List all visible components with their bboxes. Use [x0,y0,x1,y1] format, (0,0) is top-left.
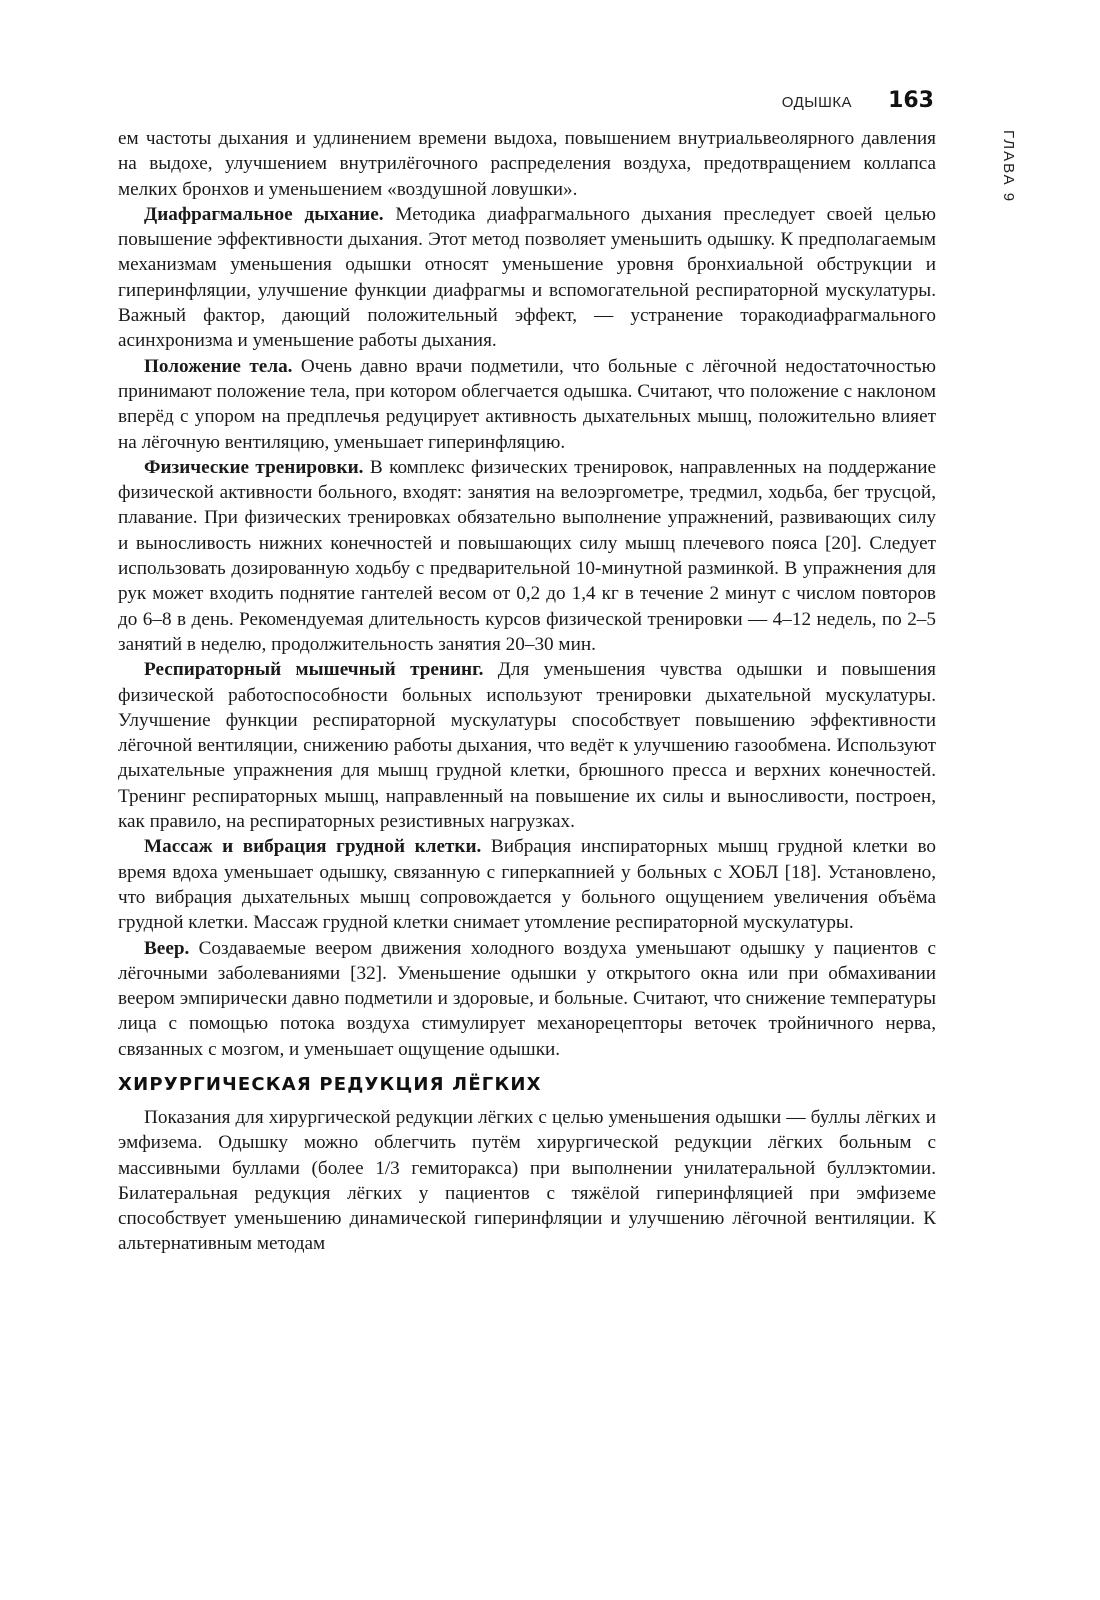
section-heading: ХИРУРГИЧЕСКАЯ РЕДУКЦИЯ ЛЁГКИХ [118,1073,542,1095]
chapter-tab: ГЛАВА 9 [1000,130,1017,204]
paragraph-text: ем частоты дыхания и удлинением времени выдоха, повышением внутриальвеолярного давления на выдохе, улучшением внутрилёгочного распределения воздуха, предотвращением коллапса мелких бронхов и уменьшением «воздушной ловушки». [118,128,936,200]
paragraph-text: Методика диафрагмального дыхания преследует своей целью повышение эффективности дыхания. Этот метод позволяет уменьшить одышку. К предполагаемым механизмам уменьшения одышки относят уменьшение уровня бронхиальной обструкции и гиперинфляции, улучшение функции диафрагмы и вспомогательной респираторной мускулатуры. Важный фактор, дающий положительный эффект, — устранение торакодиафрагмального асинхронизма и уменьшение работы дыхания. [118,203,936,352]
running-head-title: ОДЫШКА [781,94,853,111]
paragraph-body-position [118,354,936,455]
paragraph-surgical-reduction [118,1105,936,1257]
paragraph-text: Очень давно врачи подметили, что больные с лёгочной недостаточностью принимают положение тела, при котором облегчается одышка. Считают, что положение с наклоном вперёд с упором на предплечья редуцирует активность дыхательных мышц, положительно влияет на лёгочную вентиляцию, уменьшает гиперинфляцию. [118,355,937,453]
paragraph-lead: Респираторный мышечный тренинг. [144,659,484,681]
paragraph-fan [118,936,936,1062]
paragraph-continuation [118,126,936,202]
paragraph-text: Создаваемые веером движения холодного воздуха уменьшают одышку у пациентов с лёгочными заболеваниями [32]. Уменьшение одышки у открытого окна или при обмахивании веером эмпирически давно подметили и здоровые, и больные. Считают, что снижение температуры лица с помощью потока воздуха стимулирует механорецепторы веточек тройничного нерва, связанных с мозгом, и уменьшает ощущение одышки. [118,937,936,1060]
page-number: 163 [888,88,934,113]
paragraph-lead: Физические тренировки. [144,456,364,478]
paragraph-lead: Массаж и вибрация грудной клетки. [144,836,482,858]
paragraph-respiratory-training [118,657,936,834]
paragraph-diaphragmatic-breathing [118,202,936,354]
paragraph-lead: Веер. [144,937,190,959]
paragraph-lead: Положение тела. [144,355,293,377]
paragraph-lead: Диафрагмальное дыхание. [144,203,384,225]
paragraph-text: Показания для хирургической редукции лёгких с целью уменьшения одышки — буллы лёгких и эмфизема. Одышку можно облегчить путём хирургической редукции лёгких больным с массивными буллами (более 1/3 гемиторакса) при выполнении унилатеральной буллэктомии. Билатеральная редукция лёгких у пациентов с тяжёлой гиперинфляцией при эмфиземе способствует уменьшению динамической гиперинфляции и улучшению лёгочной вентиляции. К альтернативным методам [118,1106,936,1255]
page-body [118,126,936,1257]
paragraph-physical-training [118,455,936,657]
paragraph-chest-massage [118,834,936,935]
running-head [782,88,934,113]
paragraph-text: Для уменьшения чувства одышки и повышения физической работоспособности больных используют тренировки дыхательной мускулатуры. Улучшение функции респираторной мускулатуры способствует повышению эффективности лёгочной вентиляции, снижению работы дыхания, что ведёт к улучшению газообмена. Используют дыхательные упражнения для мышц грудной клетки, брюшного пресса и верхних конечностей. Тренинг респираторных мышц, направленный на повышение их силы и выносливости, построен, как правило, на респираторных резистивных нагрузках. [118,659,936,833]
paragraph-text: В комплекс физических тренировок, направленных на поддержание физической активности больного, входят: занятия на велоэргометре, тредмил, ходьба, бег трусцой, плавание. При физических тренировках обязательно выполнение упражнений, развивающих силу и выносливость нижних конечностей и повышающих силу мышц плечевого пояса [20]. Следует использовать дозированную ходьбу с предварительной 10-минутной разминкой. В упражнения для рук может входить поднятие гантелей весом от 0,2 до 1,4 кг в течение 2 минут с числом повторов до 6–8 в день. Рекомендуемая длительность курсов физической тренировки — 4–12 недель, по 2–5 занятий в неделю, продолжительность занятия 20–30 мин. [118,456,937,655]
paragraph-text: Вибрация инспираторных мышц грудной клетки во время вдоха уменьшает одышку, связанную с гиперкапнией у больных с ХОБЛ [18]. Установлено, что вибрация дыхательных мышц сопровождается у больного ощущением увеличения объёма грудной клетки. Массаж грудной клетки снимает утомление респираторной мускулатуры. [118,836,936,934]
